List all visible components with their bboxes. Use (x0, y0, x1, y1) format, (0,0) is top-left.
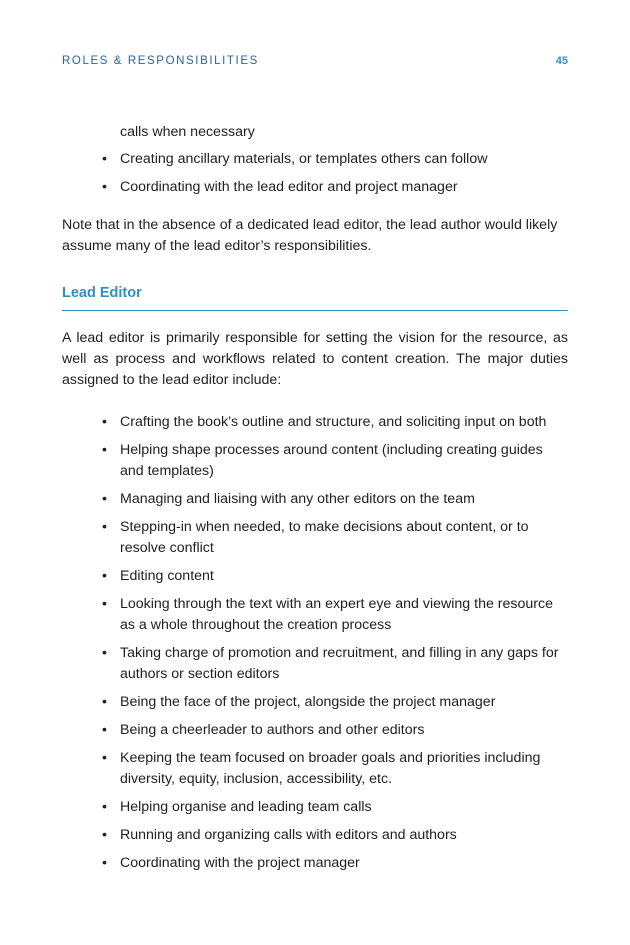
running-header (62, 55, 568, 71)
note-paragraph: Note that in the absence of a dedicated lead editor, the lead author would likely assume many of the lead editor’s responsibilities. (62, 217, 558, 254)
list-item (62, 797, 568, 818)
list-item (62, 643, 568, 685)
bullet-icon: • (102, 442, 107, 458)
list-item-text: Creating ancillary materials, or templates others can follow (120, 151, 488, 167)
list-item (62, 594, 568, 636)
list-item (62, 825, 568, 846)
list-item (62, 748, 568, 790)
list-item-text: Managing and liaising with any other editors on the team (120, 491, 475, 507)
bullet-icon: • (102, 568, 107, 584)
list-item-text: Helping organise and leading team calls (120, 799, 372, 815)
bullet-icon: • (102, 519, 107, 535)
list-item (62, 440, 568, 482)
bullet-icon: • (102, 694, 107, 710)
running-title: ROLES & RESPONSIBILITIES (62, 55, 259, 67)
list-item (62, 149, 568, 170)
list-item (62, 489, 568, 510)
bullet-icon: • (102, 722, 107, 738)
bullet-icon: • (102, 151, 107, 167)
list-item-text: Crafting the book’s outline and structure, and soliciting input on both (120, 414, 547, 430)
list-item-text: Coordinating with the lead editor and project manager (120, 179, 458, 195)
continued-list-item: calls when necessary (120, 124, 255, 140)
list-item-text: Editing content (120, 568, 214, 584)
list-item-text: Being the face of the project, alongside the project manager (120, 694, 496, 710)
list-item-text: Helping shape processes around content (including creating guides and templates) (120, 442, 543, 479)
bullet-icon: • (102, 179, 107, 195)
page-body (62, 122, 568, 881)
top-bullet-list (62, 149, 568, 198)
list-item-text: Keeping the team focused on broader goals and priorities including diversity, equity, inclusion, accessibility, etc. (120, 750, 541, 787)
list-item (62, 177, 568, 198)
list-item (62, 720, 568, 741)
list-item (62, 412, 568, 433)
bullet-icon: • (102, 596, 107, 612)
bullet-icon: • (102, 855, 107, 871)
page-number: 45 (555, 55, 568, 67)
bullet-icon: • (102, 491, 107, 507)
bullet-icon: • (102, 799, 107, 815)
list-item-text: Coordinating with the project manager (120, 855, 360, 871)
heading-rule (62, 310, 568, 311)
list-item-text: Running and organizing calls with editors and authors (120, 827, 457, 843)
bullet-icon: • (102, 827, 107, 843)
bullet-icon: • (102, 750, 107, 766)
intro-paragraph: A lead editor is primarily responsible for setting the vision for the resource, as well as process and workflows related to content creation. The major duties assigned to the lead editor include: (62, 330, 568, 388)
bullet-icon: • (102, 645, 107, 661)
list-item-text: Stepping-in when needed, to make decisions about content, or to resolve conflict (120, 519, 529, 556)
list-item-text: Being a cheerleader to authors and other editors (120, 722, 425, 738)
bullet-icon: • (102, 414, 107, 430)
list-item (62, 517, 568, 559)
list-item-text: Taking charge of promotion and recruitment, and filling in any gaps for authors or section editors (120, 645, 559, 682)
list-item-text: Looking through the text with an expert eye and viewing the resource as a whole throughout the creation process (120, 596, 553, 633)
section-heading: Lead Editor (62, 285, 142, 301)
duties-bullet-list (62, 412, 568, 874)
list-item (62, 692, 568, 713)
list-item (62, 853, 568, 874)
list-item (62, 566, 568, 587)
